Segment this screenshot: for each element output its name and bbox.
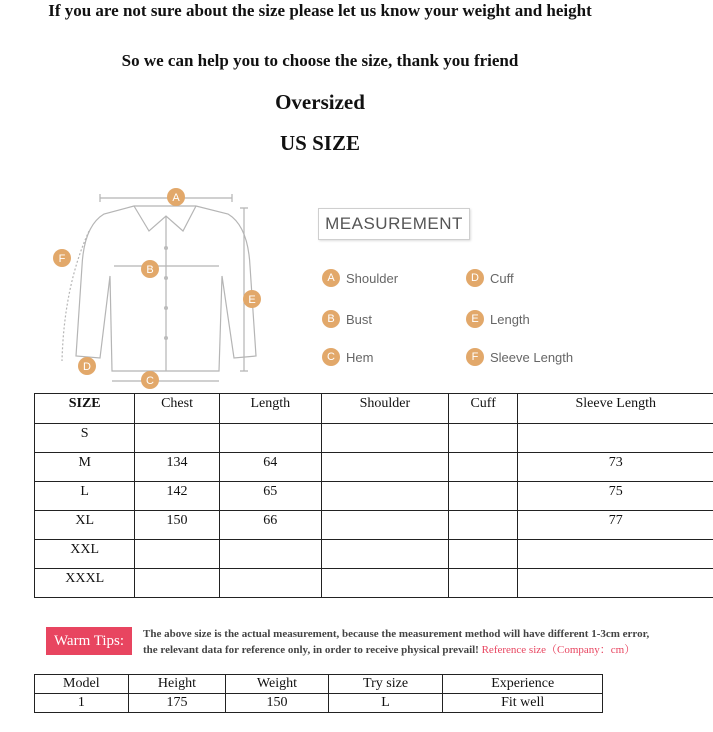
cell: [219, 569, 321, 598]
legend-label: Shoulder: [346, 270, 399, 286]
legend-item-shoulder: [322, 269, 398, 287]
region-title: US SIZE: [280, 131, 360, 155]
cell: [321, 424, 448, 453]
cell: [321, 453, 448, 482]
table-row: [35, 569, 713, 598]
cell: 175: [128, 694, 226, 713]
shirt-outline-icon: [44, 186, 314, 391]
shirt-measurement-diagram: [44, 186, 314, 391]
table-row: [35, 511, 713, 540]
cell: XXL: [35, 540, 135, 569]
header-length: Length: [219, 394, 321, 424]
cell: [448, 569, 518, 598]
table-row: [35, 482, 713, 511]
cell: [321, 540, 448, 569]
badge-f: F: [466, 348, 484, 366]
size-table: [34, 393, 713, 598]
cell: [448, 453, 518, 482]
badge-e: E: [466, 310, 484, 328]
tips-line-2-text: the relevant data for reference only, in order to receive physical prevail!: [143, 644, 479, 656]
warm-tips-text: [143, 626, 649, 658]
cell: Fit well: [443, 694, 603, 713]
header-chest: Chest: [135, 394, 219, 424]
cell: L: [35, 482, 135, 511]
tips-line-2: [143, 642, 649, 658]
legend-label: Sleeve Length: [490, 349, 574, 365]
legend-label: Bust: [346, 311, 373, 327]
cell: 150: [135, 511, 219, 540]
svg-text:D: D: [83, 361, 91, 373]
legend-label: Hem: [346, 349, 374, 365]
svg-text:C: C: [146, 375, 154, 387]
legend-item-sleeve-length: [466, 348, 573, 366]
cell: XL: [35, 511, 135, 540]
cell: 77: [518, 511, 713, 540]
model-header-row: [35, 675, 603, 694]
warm-tips-badge: Warm Tips:: [46, 627, 132, 655]
badge-c: C: [322, 348, 340, 366]
cell: [219, 424, 321, 453]
cell: 134: [135, 453, 219, 482]
header-height: Height: [128, 675, 226, 694]
cell: 66: [219, 511, 321, 540]
cell: 142: [135, 482, 219, 511]
legend-item-hem: [322, 348, 373, 366]
svg-text:F: F: [58, 253, 66, 265]
tips-reference-note: Reference size（Company：cm）: [481, 644, 636, 656]
header-experience: Experience: [443, 675, 603, 694]
table-row: [35, 453, 713, 482]
header-model: Model: [35, 675, 129, 694]
cell: 150: [226, 694, 328, 713]
svg-text:B: B: [146, 264, 154, 276]
cell: XXXL: [35, 569, 135, 598]
cell: [135, 569, 219, 598]
svg-text:E: E: [248, 294, 256, 306]
cell: [518, 569, 713, 598]
table-row: [35, 540, 713, 569]
cell: 75: [518, 482, 713, 511]
cell: M: [35, 453, 135, 482]
cell: L: [328, 694, 443, 713]
cell: [518, 424, 713, 453]
cell: [135, 424, 219, 453]
cell: [321, 511, 448, 540]
legend-item-length: [466, 310, 530, 328]
cell: [518, 540, 713, 569]
measurement-title: MEASUREMENT: [318, 208, 470, 240]
cell: [219, 540, 321, 569]
cell: [448, 511, 518, 540]
header-cuff: Cuff: [448, 394, 518, 424]
badge-a: A: [322, 269, 340, 287]
size-help-subtext: So we can help you to choose the size, thank you friend: [121, 51, 519, 70]
svg-text:A: A: [172, 192, 180, 204]
table-header-row: [35, 394, 713, 424]
cell: 73: [518, 453, 713, 482]
fit-title: Oversized: [275, 90, 365, 114]
header-sleeve-length: Sleeve Length: [518, 394, 713, 424]
legend-label: Cuff: [490, 270, 514, 286]
header-try-size: Try size: [328, 675, 443, 694]
legend-label: Length: [490, 311, 530, 327]
table-row: [35, 694, 603, 713]
badge-d: D: [466, 269, 484, 287]
cell: [448, 482, 518, 511]
cell: 64: [219, 453, 321, 482]
cell: S: [35, 424, 135, 453]
header-shoulder: Shoulder: [321, 394, 448, 424]
model-table: [34, 674, 603, 713]
size-help-text: If you are not sure about the size please let us know your weight and height: [48, 1, 592, 20]
cell: [448, 540, 518, 569]
header-weight: Weight: [226, 675, 328, 694]
cell: [321, 482, 448, 511]
cell: [135, 540, 219, 569]
table-row: [35, 424, 713, 453]
cell: 65: [219, 482, 321, 511]
cell: [321, 569, 448, 598]
legend-item-bust: [322, 310, 372, 328]
cell: 1: [35, 694, 129, 713]
header-size: SIZE: [35, 394, 135, 424]
tips-line-1: The above size is the actual measurement, because the measurement method will have different 1-3cm error,: [143, 628, 650, 640]
legend-item-cuff: [466, 269, 514, 287]
cell: [448, 424, 518, 453]
badge-b: B: [322, 310, 340, 328]
